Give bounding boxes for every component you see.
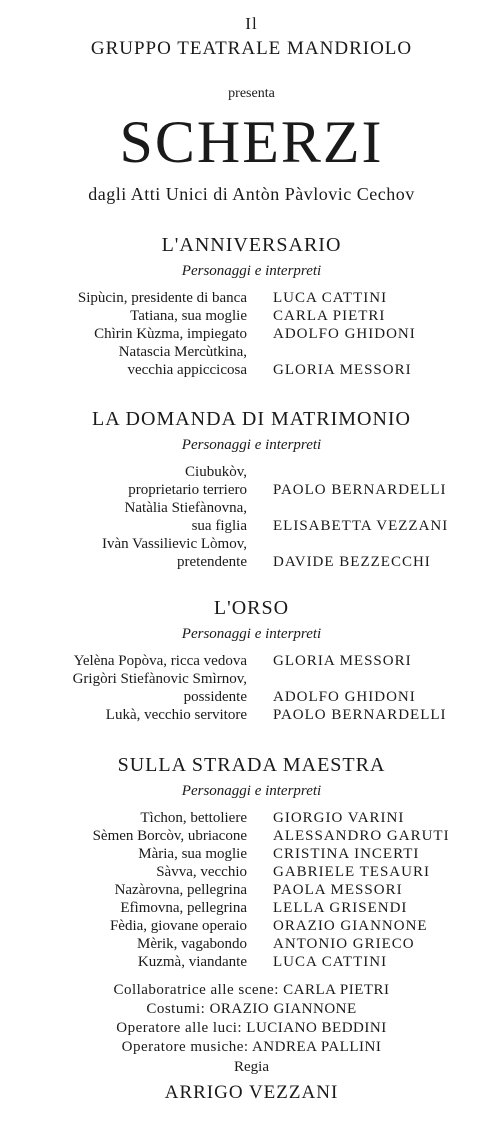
cast-row <box>0 918 503 936</box>
cast-row <box>0 900 503 918</box>
character-name: Sàvva, vecchio <box>156 864 247 880</box>
show-title: SCHERZI <box>119 109 384 175</box>
director-name: ARRIGO VEZZANI <box>164 1082 339 1103</box>
cast-row <box>0 846 503 864</box>
credit-line-music: Operatore musiche: ANDREA PALLINI <box>121 1039 382 1055</box>
cast-list <box>0 653 503 725</box>
character-name: Grigòri Stiefànovic Smìrnov, <box>72 671 247 687</box>
character-name: Tìchon, bettoliere <box>140 810 247 826</box>
cast-row <box>0 671 503 689</box>
theatre-group-name: GRUPPO TEATRALE MANDRIOLO <box>90 38 413 59</box>
cast-list <box>0 464 503 572</box>
actor-name: LELLA GRISENDI <box>273 900 408 916</box>
character-name: Nazàrovna, pellegrina <box>114 882 247 898</box>
actor-name: GABRIELE TESAURI <box>273 864 430 880</box>
credit-line-scenes: Collaboratrice alle scene: CARLA PIETRI <box>113 982 390 998</box>
play-section-domanda <box>0 408 503 572</box>
actor-name: CRISTINA INCERTI <box>273 846 420 862</box>
header-article: Il <box>245 14 258 33</box>
cast-row <box>0 500 503 518</box>
cast-row <box>0 653 503 671</box>
actor-name: GLORIA MESSORI <box>273 653 412 669</box>
character-name: Sèmen Borcòv, ubriacone <box>92 828 247 844</box>
character-name: Yelèna Popòva, ricca vedova <box>73 653 247 669</box>
character-name: Chìrin Kùzma, impiegato <box>94 326 247 342</box>
character-name: Mèrik, vagabondo <box>137 936 247 952</box>
play-section-orso <box>0 597 503 725</box>
character-name: Sipùcin, presidente di banca <box>77 290 247 306</box>
character-name: possidente <box>183 689 247 705</box>
play-cast-heading: Personaggi e interpreti <box>181 626 322 642</box>
cast-row <box>0 954 503 972</box>
character-name: sua figlia <box>191 518 247 534</box>
cast-row <box>0 864 503 882</box>
play-section-anniversario <box>0 234 503 380</box>
director-label: Regia <box>234 1059 269 1075</box>
play-title: L'ORSO <box>213 597 290 619</box>
cast-row <box>0 936 503 954</box>
cast-row <box>0 554 503 572</box>
cast-row <box>0 707 503 725</box>
cast-row <box>0 828 503 846</box>
cast-row <box>0 308 503 326</box>
character-name: Ivàn Vassilievic Lòmov, <box>102 536 247 552</box>
cast-row <box>0 689 503 707</box>
play-cast-heading: Personaggi e interpreti <box>181 437 322 453</box>
play-title: LA DOMANDA DI MATRIMONIO <box>92 408 411 430</box>
cast-row <box>0 344 503 362</box>
character-name: Tatiana, sua moglie <box>130 308 247 324</box>
actor-name: PAOLO BERNARDELLI <box>273 482 447 498</box>
actor-name: ADOLFO GHIDONI <box>273 689 416 705</box>
credit-line-costumes: Costumi: ORAZIO GIANNONE <box>146 1001 357 1017</box>
play-title: SULLA STRADA MAESTRA <box>117 754 386 776</box>
play-cast-heading: Personaggi e interpreti <box>181 783 322 799</box>
show-subtitle: dagli Atti Unici di Antòn Pàvlovic Cechov <box>88 184 415 204</box>
play-title: L'ANNIVERSARIO <box>161 234 342 256</box>
actor-name: ELISABETTA VEZZANI <box>273 518 449 534</box>
actor-name: ANTONIO GRIECO <box>273 936 415 952</box>
character-name: Ciubukòv, <box>185 464 247 480</box>
actor-name: LUCA CATTINI <box>273 954 388 970</box>
actor-name: ORAZIO GIANNONE <box>273 918 428 934</box>
cast-row <box>0 482 503 500</box>
play-cast-heading: Personaggi e interpreti <box>181 263 322 279</box>
cast-row <box>0 326 503 344</box>
actor-name: PAOLO BERNARDELLI <box>273 707 447 723</box>
cast-list <box>0 810 503 972</box>
cast-row <box>0 290 503 308</box>
actor-name: ADOLFO GHIDONI <box>273 326 416 342</box>
actor-name: GIORGIO VARINI <box>273 810 405 826</box>
play-section-strada-maestra <box>0 754 503 972</box>
cast-row <box>0 518 503 536</box>
production-credits <box>0 981 503 1057</box>
cast-row <box>0 882 503 900</box>
character-name: Natàlia Stiefànovna, <box>124 500 247 516</box>
cast-list <box>0 290 503 380</box>
actor-name: CARLA PIETRI <box>273 308 386 324</box>
actor-name: ALESSANDRO GARUTI <box>273 828 450 844</box>
character-name: Mària, sua moglie <box>138 846 247 862</box>
presenta-text: presenta <box>228 86 275 101</box>
character-name: Lukà, vecchio servitore <box>105 707 247 723</box>
character-name: Fèdia, giovane operaio <box>109 918 247 934</box>
character-name: Kuzmà, viandante <box>137 954 247 970</box>
actor-name: DAVIDE BEZZECCHI <box>273 554 431 570</box>
actor-name: LUCA CATTINI <box>273 290 388 306</box>
character-name: Efìmovna, pellegrina <box>120 900 247 916</box>
cast-row <box>0 362 503 380</box>
cast-row <box>0 810 503 828</box>
character-name: Natascia Mercùtkina, <box>118 344 247 360</box>
character-name: proprietario terriero <box>128 482 247 498</box>
character-name: pretendente <box>177 554 247 570</box>
character-name: vecchia appiccicosa <box>127 362 247 378</box>
cast-row <box>0 464 503 482</box>
actor-name: GLORIA MESSORI <box>273 362 412 378</box>
credit-line-lights: Operatore alle luci: LUCIANO BEDDINI <box>116 1020 387 1036</box>
cast-row <box>0 536 503 554</box>
actor-name: PAOLA MESSORI <box>273 882 403 898</box>
